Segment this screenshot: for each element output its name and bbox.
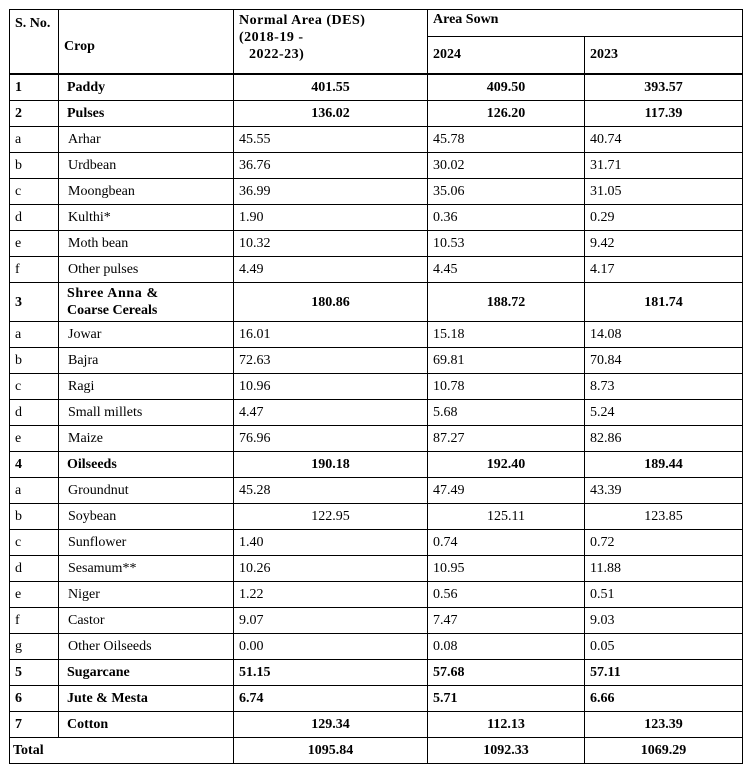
cell-y2024: 15.18 [428,322,585,348]
cell-crop: Moongbean [59,179,234,205]
cell-crop: Oilseeds [59,452,234,478]
cell-normal: 190.18 [234,452,428,478]
cell-sn: a [10,322,59,348]
table-row [10,556,743,582]
cell-y2023: 123.39 [585,712,743,738]
cell-sn: b [10,348,59,374]
table-row [10,686,743,712]
header-normal-area [234,10,428,75]
cell-normal: 10.32 [234,231,428,257]
cell-y2024: 4.45 [428,257,585,283]
table-row [10,478,743,504]
cell-sn: g [10,634,59,660]
cell-sn: a [10,478,59,504]
table-row [10,608,743,634]
cell-y2023: 393.57 [585,74,743,101]
cell-normal: 51.15 [234,660,428,686]
cell-y2023: 9.03 [585,608,743,634]
header-normal-area-line2: (2018-19 - [239,30,304,45]
cell-y2024: 112.13 [428,712,585,738]
table-row [10,712,743,738]
cell-crop: Maize [59,426,234,452]
cell-y2023: 70.84 [585,348,743,374]
table-row [10,283,743,322]
table-row [10,374,743,400]
cell-crop [59,283,234,322]
table-row [10,257,743,283]
cell-y2024: 0.36 [428,205,585,231]
cell-crop: Sugarcane [59,660,234,686]
cell-y2024: 45.78 [428,127,585,153]
header-sn: S. No. [10,10,59,75]
cell-crop: Kulthi* [59,205,234,231]
cell-y2023: 11.88 [585,556,743,582]
cell-sn: c [10,374,59,400]
header-normal-area-line3: 2022-23) [249,47,305,62]
cell-y2023: 9.42 [585,231,743,257]
table-row [10,153,743,179]
cell-sn: c [10,179,59,205]
table-row [10,74,743,101]
cell-y2024: 409.50 [428,74,585,101]
cell-y2024: 126.20 [428,101,585,127]
header-crop: Crop [59,10,234,75]
table-row [10,101,743,127]
table-row [10,348,743,374]
cell-normal: 1.90 [234,205,428,231]
cell-crop: Pulses [59,101,234,127]
table-row [10,582,743,608]
cell-normal: 4.49 [234,257,428,283]
cell-y2024: 30.02 [428,153,585,179]
cell-y2024: 5.68 [428,400,585,426]
cell-y2024: 0.56 [428,582,585,608]
cell-y2024: 5.71 [428,686,585,712]
cell-normal: 1.22 [234,582,428,608]
table-row [10,400,743,426]
table-row [10,322,743,348]
cell-y2024: 10.53 [428,231,585,257]
cell-normal: 72.63 [234,348,428,374]
cell-normal: 36.99 [234,179,428,205]
cell-y2024: 69.81 [428,348,585,374]
table-row [10,179,743,205]
cell-normal: 136.02 [234,101,428,127]
cell-crop: Cotton [59,712,234,738]
cell-crop: Bajra [59,348,234,374]
cell-y2023: 181.74 [585,283,743,322]
cell-normal: 10.96 [234,374,428,400]
table-body [10,74,743,764]
cell-y2023: 31.05 [585,179,743,205]
cell-y2023: 57.11 [585,660,743,686]
cell-sn: Total [10,738,234,764]
cell-sn: d [10,400,59,426]
cell-sn: 5 [10,660,59,686]
cell-sn: 7 [10,712,59,738]
cell-normal: 36.76 [234,153,428,179]
cell-y2023: 117.39 [585,101,743,127]
cell-y2023: 8.73 [585,374,743,400]
cell-crop: Paddy [59,74,234,101]
cell-y2023: 0.51 [585,582,743,608]
cell-y2024: 10.95 [428,556,585,582]
cell-y2024: 87.27 [428,426,585,452]
cell-sn: e [10,231,59,257]
cell-y2023: 189.44 [585,452,743,478]
cell-sn: f [10,257,59,283]
cell-y2023: 0.72 [585,530,743,556]
cell-sn: b [10,153,59,179]
cell-y2024: 192.40 [428,452,585,478]
cell-y2023: 31.71 [585,153,743,179]
table-row [10,634,743,660]
cell-sn: 3 [10,283,59,322]
header-year-2024: 2024 [428,37,585,75]
header-area-sown: Area Sown [428,10,743,37]
cell-y2024: 188.72 [428,283,585,322]
cell-y2024: 47.49 [428,478,585,504]
cell-crop: Arhar [59,127,234,153]
cell-crop: Castor [59,608,234,634]
table-row [10,205,743,231]
cell-crop: Sesamum** [59,556,234,582]
cell-sn: d [10,205,59,231]
cell-crop: Other pulses [59,257,234,283]
header-normal-area-line1: Normal Area (DES) [239,13,366,28]
table-row [10,530,743,556]
cell-y2023: 4.17 [585,257,743,283]
cell-normal: 180.86 [234,283,428,322]
cell-sn: a [10,127,59,153]
cell-crop: Small millets [59,400,234,426]
header-year-2023: 2023 [585,37,743,75]
cell-crop-line2: Coarse Cereals [67,303,158,318]
cell-normal: 45.28 [234,478,428,504]
cell-sn: b [10,504,59,530]
cell-normal: 129.34 [234,712,428,738]
cell-crop: Soybean [59,504,234,530]
cell-crop: Groundnut [59,478,234,504]
cell-y2023: 14.08 [585,322,743,348]
cell-crop: Moth bean [59,231,234,257]
table-row [10,738,743,764]
cell-y2024: 0.74 [428,530,585,556]
cell-normal: 401.55 [234,74,428,101]
cell-y2023: 0.05 [585,634,743,660]
cell-y2023: 123.85 [585,504,743,530]
table-row [10,504,743,530]
cell-y2023: 0.29 [585,205,743,231]
crop-area-table [9,9,743,764]
cell-sn: 2 [10,101,59,127]
cell-normal: 9.07 [234,608,428,634]
cell-y2024: 1092.33 [428,738,585,764]
cell-y2024: 125.11 [428,504,585,530]
table-row [10,660,743,686]
cell-normal: 6.74 [234,686,428,712]
cell-sn: c [10,530,59,556]
cell-y2024: 7.47 [428,608,585,634]
cell-normal: 76.96 [234,426,428,452]
cell-crop: Niger [59,582,234,608]
cell-crop: Ragi [59,374,234,400]
table-row [10,426,743,452]
cell-normal: 16.01 [234,322,428,348]
cell-crop: Jowar [59,322,234,348]
cell-y2023: 5.24 [585,400,743,426]
table-row [10,127,743,153]
cell-normal: 1095.84 [234,738,428,764]
cell-y2023: 82.86 [585,426,743,452]
cell-crop: Jute & Mesta [59,686,234,712]
cell-normal: 45.55 [234,127,428,153]
cell-crop: Urdbean [59,153,234,179]
cell-y2023: 43.39 [585,478,743,504]
cell-sn: d [10,556,59,582]
cell-y2023: 40.74 [585,127,743,153]
cell-normal: 0.00 [234,634,428,660]
table-row [10,231,743,257]
cell-crop-line1: Shree Anna & [67,286,159,301]
cell-crop: Other Oilseeds [59,634,234,660]
cell-normal: 4.47 [234,400,428,426]
cell-sn: 1 [10,74,59,101]
cell-y2023: 1069.29 [585,738,743,764]
cell-sn: f [10,608,59,634]
cell-y2024: 35.06 [428,179,585,205]
cell-sn: e [10,426,59,452]
cell-sn: e [10,582,59,608]
cell-normal: 122.95 [234,504,428,530]
cell-y2024: 10.78 [428,374,585,400]
cell-y2024: 57.68 [428,660,585,686]
table-row [10,452,743,478]
cell-sn: 4 [10,452,59,478]
cell-crop: Sunflower [59,530,234,556]
cell-normal: 1.40 [234,530,428,556]
cell-normal: 10.26 [234,556,428,582]
cell-y2023: 6.66 [585,686,743,712]
cell-y2024: 0.08 [428,634,585,660]
cell-sn: 6 [10,686,59,712]
